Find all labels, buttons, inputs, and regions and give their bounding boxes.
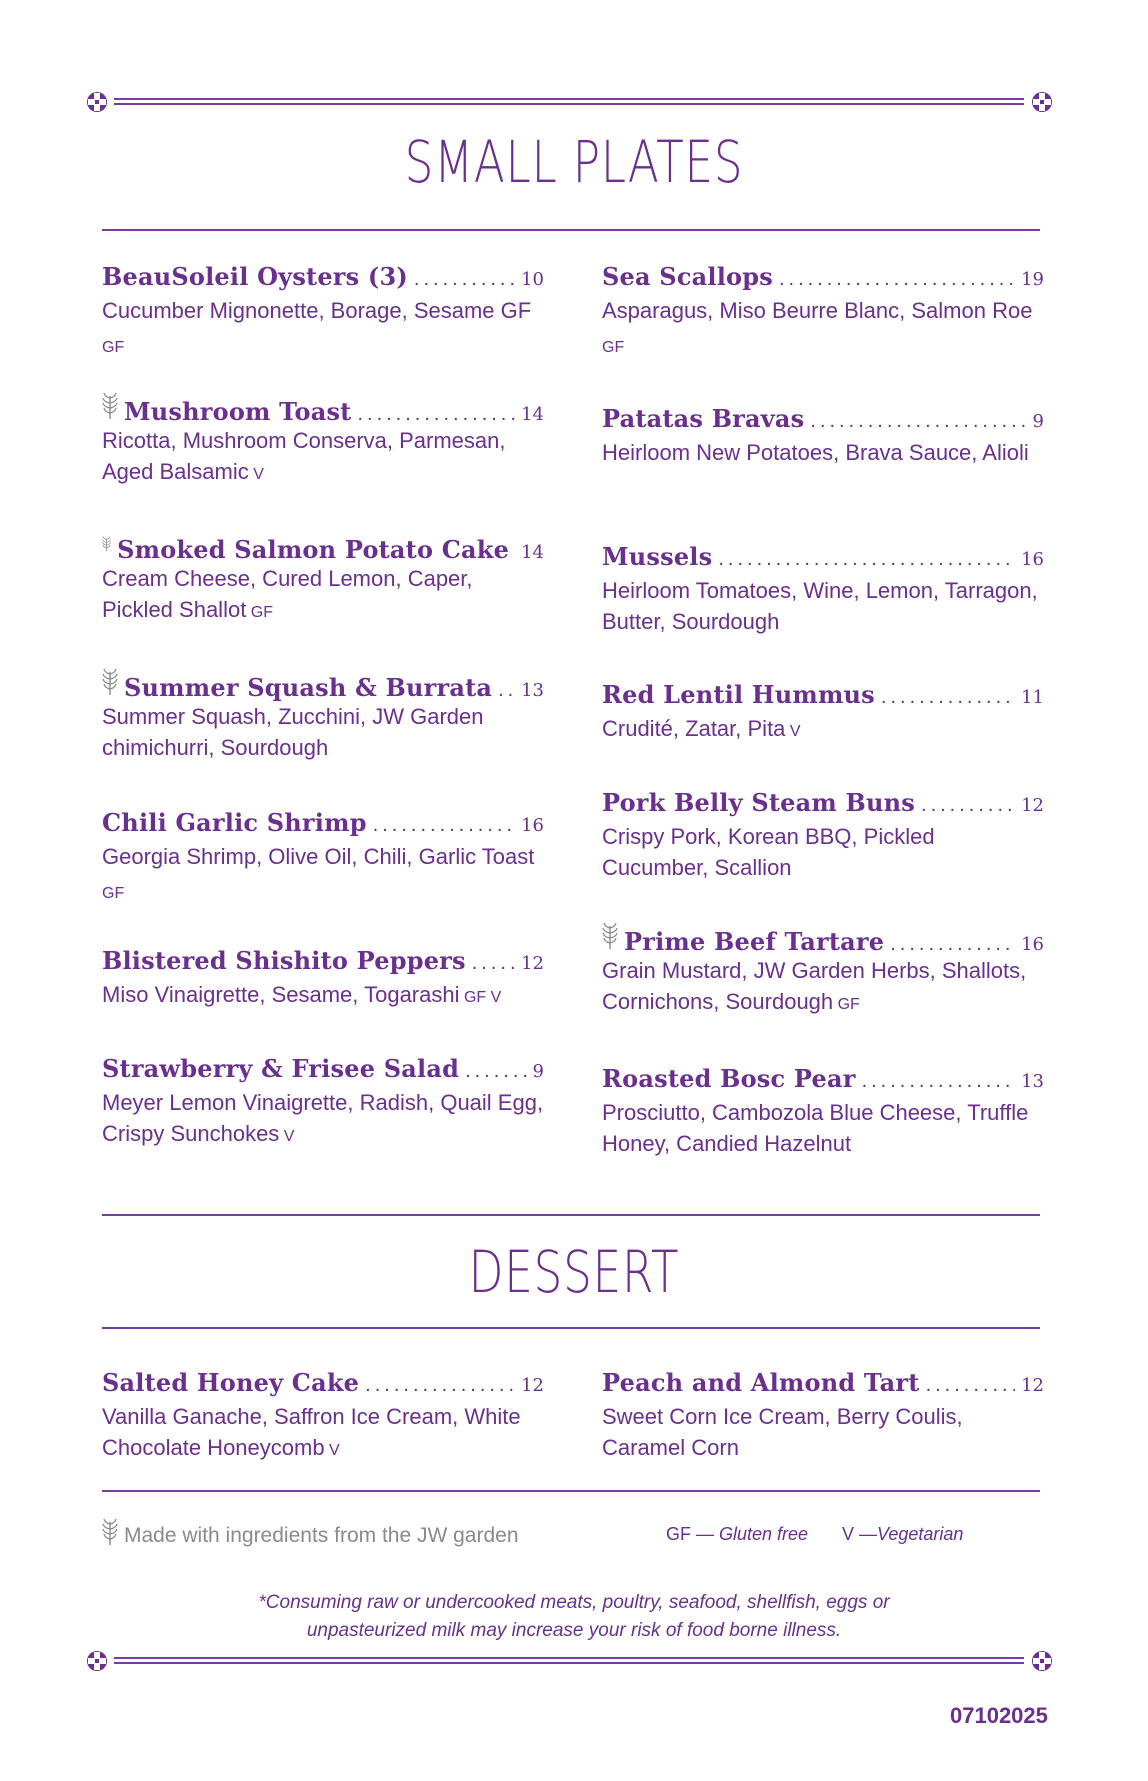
menu-item <box>102 1368 544 1466</box>
menu-item-name: Prime Beef Tartare <box>624 927 885 956</box>
menu-item-header <box>602 1368 1044 1400</box>
dietary-tag: GF <box>833 996 860 1013</box>
menu-item-price: 10 <box>521 269 544 290</box>
menu-item <box>602 262 1044 363</box>
herb-sprig-icon <box>102 392 118 420</box>
menu-item-description-text: Cream Cheese, Cured Lemon, Caper, Pickled Shallot <box>102 566 473 622</box>
dot-leader <box>862 1070 1016 1093</box>
menu-item <box>602 1064 1044 1159</box>
menu-item-description <box>602 955 1044 1020</box>
menu-item-description-text: Grain Mustard, JW Garden Herbs, Shallots, Cornichons, Sourdough <box>602 958 1027 1014</box>
ornament-icon <box>1030 90 1054 114</box>
menu-item-description <box>602 713 1044 747</box>
menu-item-header <box>602 1064 1044 1096</box>
herb-sprig-icon <box>102 668 118 696</box>
menu-item-description-text: Crispy Pork, Korean BBQ, Pickled Cucumber, Scallion <box>602 824 935 880</box>
menu-item-description <box>602 821 1044 883</box>
menu-item-description <box>102 295 544 363</box>
bottom-border <box>114 1657 1024 1664</box>
menu-item-description <box>102 701 544 763</box>
menu-item-name: Strawberry & Frisee Salad <box>102 1054 460 1083</box>
menu-item-description-text: Heirloom Tomatoes, Wine, Lemon, Tarragon, Butter, Sourdough <box>602 578 1038 634</box>
v-label: —Vegetarian <box>859 1524 964 1544</box>
dot-leader <box>373 814 515 837</box>
divider <box>102 1214 1040 1216</box>
gf-key: GF <box>666 1524 691 1544</box>
menu-item-description <box>102 1087 544 1152</box>
menu-item-price: 9 <box>1032 411 1044 432</box>
menu-item-name: Pork Belly Steam Buns <box>602 788 916 817</box>
menu-item-description <box>602 575 1044 637</box>
menu-item <box>602 788 1044 883</box>
menu-item-price: 14 <box>521 542 544 563</box>
dietary-tag: V <box>785 723 801 740</box>
menu-item-name: Mushroom Toast <box>124 397 352 426</box>
ornament-icon <box>85 90 109 114</box>
menu-item-price: 12 <box>521 1375 544 1396</box>
dot-leader <box>921 794 1015 817</box>
dot-leader <box>472 952 515 975</box>
menu-item-name: Summer Squash & Burrata <box>124 673 493 702</box>
menu-item-description-text: Summer Squash, Zucchini, JW Garden chimichurri, Sourdough <box>102 704 484 760</box>
dot-leader <box>465 1060 526 1083</box>
dot-leader <box>890 933 1015 956</box>
dietary-tag: V <box>279 1128 295 1145</box>
menu-item-description-text: Heirloom New Potatoes, Brava Sauce, Alioli <box>602 440 1029 465</box>
menu-item-price: 13 <box>1021 1071 1044 1092</box>
menu-item-name: Red Lentil Hummus <box>602 680 875 709</box>
dot-leader <box>779 268 1015 291</box>
menu-item <box>602 404 1044 468</box>
menu-item <box>102 262 544 363</box>
menu-item-name: Patatas Bravas <box>602 404 805 433</box>
ornament-icon <box>85 1649 109 1673</box>
divider <box>102 229 1040 231</box>
menu-item-name: Peach and Almond Tart <box>602 1368 920 1397</box>
menu-item <box>602 1368 1044 1463</box>
menu-item-header <box>602 922 1044 954</box>
v-legend <box>842 1524 963 1545</box>
menu-item-header <box>602 542 1044 574</box>
menu-item-description-text: Meyer Lemon Vinaigrette, Radish, Quail Egg, Crispy Sunchokes <box>102 1090 544 1146</box>
menu-item-description <box>602 1097 1044 1159</box>
divider <box>102 1327 1040 1329</box>
menu-item <box>102 668 544 763</box>
menu-item-header <box>102 1054 544 1086</box>
menu-item-description-text: Miso Vinaigrette, Sesame, Togarashi <box>102 982 460 1007</box>
menu-item-header <box>102 668 544 700</box>
dietary-tag: V <box>248 466 264 483</box>
dot-leader <box>718 548 1015 571</box>
menu-item-price: 14 <box>521 404 544 425</box>
dietary-tag: GF V <box>459 989 502 1006</box>
menu-item-header <box>602 404 1044 436</box>
menu-item-header <box>102 392 544 424</box>
dot-leader <box>810 410 1026 433</box>
menu-item-price: 9 <box>532 1061 544 1082</box>
dot-leader <box>498 679 515 702</box>
menu-item <box>602 922 1044 1020</box>
warning-line-2: unpasteurized milk may increase your risk of food borne illness. <box>306 1620 842 1641</box>
dietary-tag: GF <box>602 339 625 356</box>
menu-code: 07102025 <box>950 1703 1048 1728</box>
menu-item-description-text: Crudité, Zatar, Pita <box>602 716 786 741</box>
v-key: V <box>842 1524 855 1544</box>
dietary-tag: GF <box>246 604 273 621</box>
menu-item-header <box>102 808 544 840</box>
menu-item-name: Smoked Salmon Potato Cake <box>117 535 510 564</box>
menu-item-description-text: Sweet Corn Ice Cream, Berry Coulis, Caramel Corn <box>602 1404 963 1460</box>
dietary-tag: V <box>324 1442 340 1459</box>
herb-sprig-icon <box>602 922 618 950</box>
dot-leader <box>926 1374 1016 1397</box>
dessert-title: DESSERT <box>468 1238 680 1306</box>
garden-note: Made with ingredients from the JW garden <box>124 1524 519 1547</box>
dot-leader <box>365 1374 515 1397</box>
menu-item-header <box>602 788 1044 820</box>
menu-item <box>102 530 544 628</box>
ornament-icon <box>1030 1649 1054 1673</box>
menu-item-description <box>102 563 544 628</box>
menu-item-price: 11 <box>1021 687 1044 708</box>
menu-item-header <box>102 1368 544 1400</box>
menu-item-description-text: Cucumber Mignonette, Borage, Sesame GF <box>102 298 532 323</box>
menu-item-description-text: Georgia Shrimp, Olive Oil, Chili, Garlic Toast <box>102 844 535 869</box>
menu-item <box>102 808 544 909</box>
herb-sprig-icon <box>102 530 111 558</box>
menu-item-description-text: Vanilla Ganache, Saffron Ice Cream, White Chocolate Honeycomb <box>102 1404 521 1460</box>
menu-item-header <box>102 946 544 978</box>
gf-legend <box>666 1524 808 1545</box>
menu-item-price: 12 <box>1021 1375 1044 1396</box>
menu-item <box>602 542 1044 637</box>
menu-item-name: Mussels <box>602 542 713 571</box>
menu-item-description <box>602 295 1044 363</box>
small-plates-title: SMALL PLATES <box>404 128 744 196</box>
garden-legend <box>102 1518 519 1548</box>
menu-item-description-text: Ricotta, Mushroom Conserva, Parmesan, Aged Balsamic <box>102 428 506 484</box>
menu-item-name: Blistered Shishito Peppers <box>102 946 466 975</box>
top-border <box>114 98 1024 105</box>
herb-sprig-icon <box>102 1518 118 1546</box>
menu-item-name: Chili Garlic Shrimp <box>102 808 367 837</box>
warning-line-1: *Consuming raw or undercooked meats, poultry, seafood, shellfish, eggs or <box>258 1592 890 1613</box>
menu-item-description <box>602 437 1044 468</box>
dot-leader <box>357 403 515 426</box>
menu-item-description <box>102 425 544 490</box>
menu-item-price: 12 <box>521 953 544 974</box>
dot-leader <box>881 686 1015 709</box>
menu-item-description <box>102 1401 544 1466</box>
food-safety-warning <box>0 1589 1148 1645</box>
menu-item-price: 16 <box>521 815 544 836</box>
menu-item-price: 19 <box>1021 269 1044 290</box>
dot-leader <box>414 268 515 291</box>
menu-item-price: 16 <box>1021 934 1044 955</box>
gf-label: — Gluten free <box>696 1524 809 1544</box>
menu-item-description-text: Prosciutto, Cambozola Blue Cheese, Truffle Honey, Candied Hazelnut <box>602 1100 1029 1156</box>
dietary-tag: GF <box>102 885 125 902</box>
menu-item-name: BeauSoleil Oysters (3) <box>102 262 408 291</box>
menu-item <box>102 1054 544 1152</box>
menu-item-price: 16 <box>1021 549 1044 570</box>
menu-item-description <box>602 1401 1044 1463</box>
menu-item-price: 12 <box>1021 795 1044 816</box>
menu-item <box>602 680 1044 747</box>
divider <box>102 1490 1040 1492</box>
menu-item-price: 13 <box>521 680 544 701</box>
dietary-tag: GF <box>102 339 125 356</box>
menu-item-description <box>102 841 544 909</box>
menu-item <box>102 392 544 490</box>
menu-item-name: Sea Scallops <box>602 262 773 291</box>
menu-item-header <box>602 680 1044 712</box>
menu-item-name: Roasted Bosc Pear <box>602 1064 856 1093</box>
menu-item-header <box>102 530 544 562</box>
menu-item-header <box>102 262 544 294</box>
menu-item-header <box>602 262 1044 294</box>
menu-item-description-text: Asparagus, Miso Beurre Blanc, Salmon Roe <box>602 298 1033 323</box>
menu-item <box>102 946 544 1013</box>
menu-item-description <box>102 979 544 1013</box>
menu-item-name: Salted Honey Cake <box>102 1368 360 1397</box>
